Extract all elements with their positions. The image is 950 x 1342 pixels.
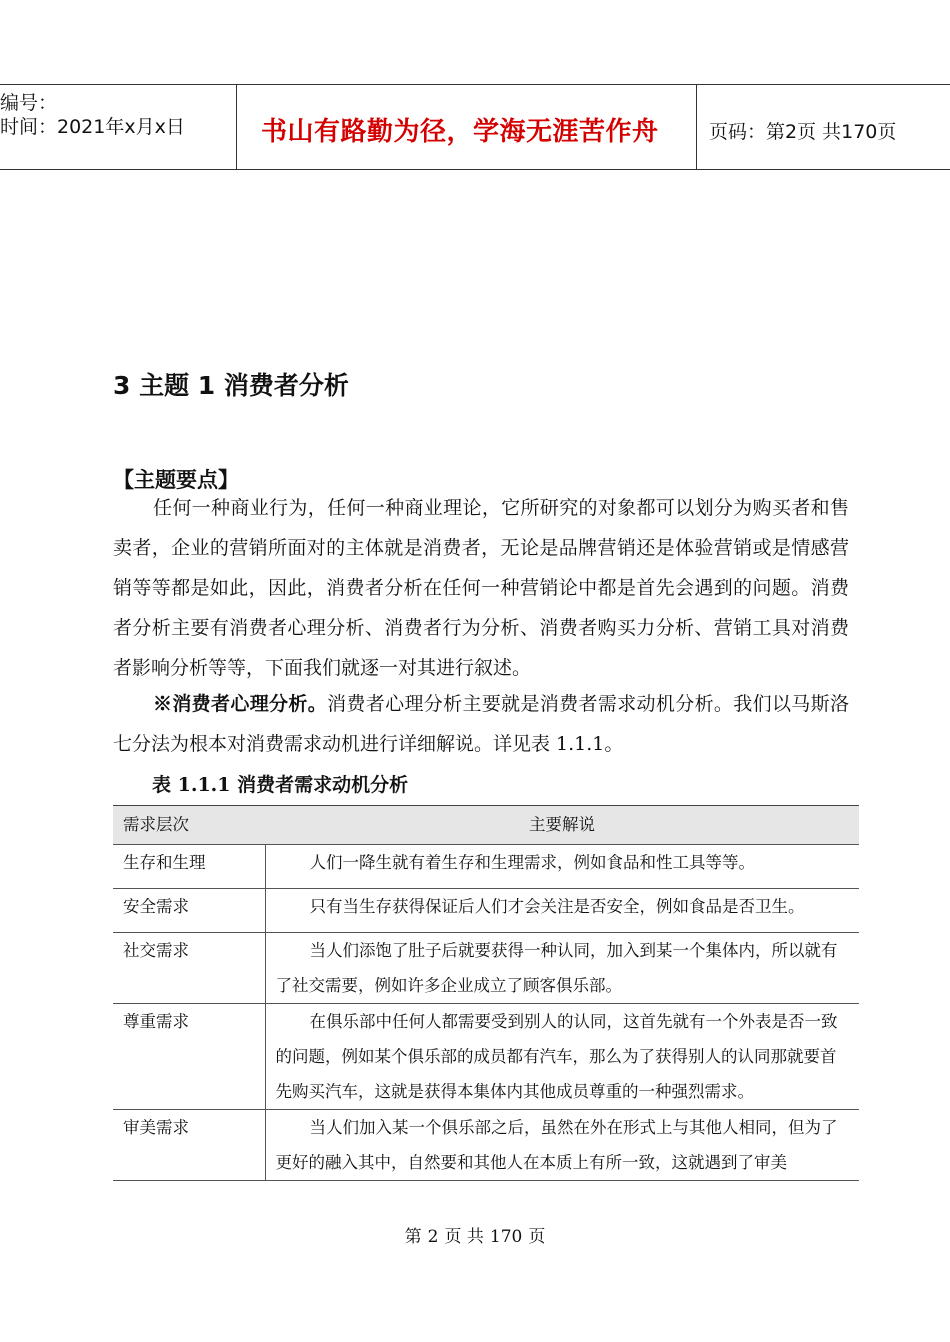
header-page-info: 页码：第2页 共170页 [709,121,897,143]
header-description: 主要解说 [265,806,859,845]
need-description: 只有当生存获得保证后人们才会关注是否安全，例如食品是否卫生。 [265,889,859,933]
psychology-body: 消费者心理分析主要就是消费者需求动机分析。我们以马斯洛七分法为根本对消费需求动机进行详细解说。详见表 1.1.1。 [113,693,849,755]
need-level: 尊重需求 [113,1004,265,1110]
document-header [0,84,950,170]
need-description: 人们一降生就有着生存和生理需求，例如食品和性工具等等。 [265,845,859,889]
section-heading: 【主题要点】 [113,468,239,492]
footer-prefix: 第 [404,1227,422,1247]
need-level: 社交需求 [113,933,265,1004]
motto-text: 书山有路勤为径，学海无涯苦作舟 [261,117,659,147]
table-row [113,1004,859,1110]
table-row [113,845,859,889]
need-description: 在俱乐部中任何人都需要受到别人的认同，这首先就有一个外表是否一致的问题，例如某个俱乐部的成员都有汽车，那么为了获得别人的认同那就要首先购买汽车，这就是获得本集体内其他成员尊重的一种强烈需求。 [265,1004,859,1110]
table-row [113,933,859,1004]
need-description: 当人们添饱了肚子后就要获得一种认同，加入到某一个集体内，所以就有了社交需要，例如许多企业成立了顾客俱乐部。 [265,933,859,1004]
table-row [113,889,859,933]
table-caption: 表 1.1.1 消费者需求动机分析 [152,774,409,796]
psychology-paragraph [113,684,849,764]
need-level: 安全需求 [113,889,265,933]
need-level: 生存和生理 [113,845,265,889]
page-footer [0,1222,950,1247]
psychology-lead: ※消费者心理分析。 [153,693,328,715]
header-page-cell [697,85,950,169]
table-header-row [113,806,859,845]
footer-mid: 页 共 [444,1227,484,1247]
footer-total-pages: 170 [489,1227,523,1247]
header-motto-cell [236,85,697,169]
footer-suffix: 页 [528,1227,546,1247]
document-time: 时间：2021年x月x日 [0,116,185,138]
needs-table [113,805,859,1203]
table-row [113,1110,859,1181]
chapter-title: 3 主题 1 消费者分析 [113,371,349,400]
need-description: 当人们加入某一个俱乐部之后，虽然在外在形式上与其他人相同，但为了更好的融入其中，自然要和其他人在本质上有所一致，这就遇到了审美 [265,1110,859,1181]
header-level: 需求层次 [113,806,265,845]
header-meta [0,85,236,169]
need-level: 审美需求 [113,1110,265,1181]
footer-current-page: 2 [427,1227,439,1247]
intro-paragraph: 任何一种商业行为，任何一种商业理论，它所研究的对象都可以划分为购买者和售卖者，企业的营销所面对的主体就是消费者，无论是品牌营销还是体验营销或是情感营销等等都是如此，因此，消费者分析在任何一种营销论中都是首先会遇到的问题。消费者分析主要有消费者心理分析、消费者行为分析、消费者购买力分析、营销工具对消费者影响分析等等，下面我们就逐一对其进行叙述。 [113,497,849,679]
document-number-label: 编号： [0,92,58,114]
